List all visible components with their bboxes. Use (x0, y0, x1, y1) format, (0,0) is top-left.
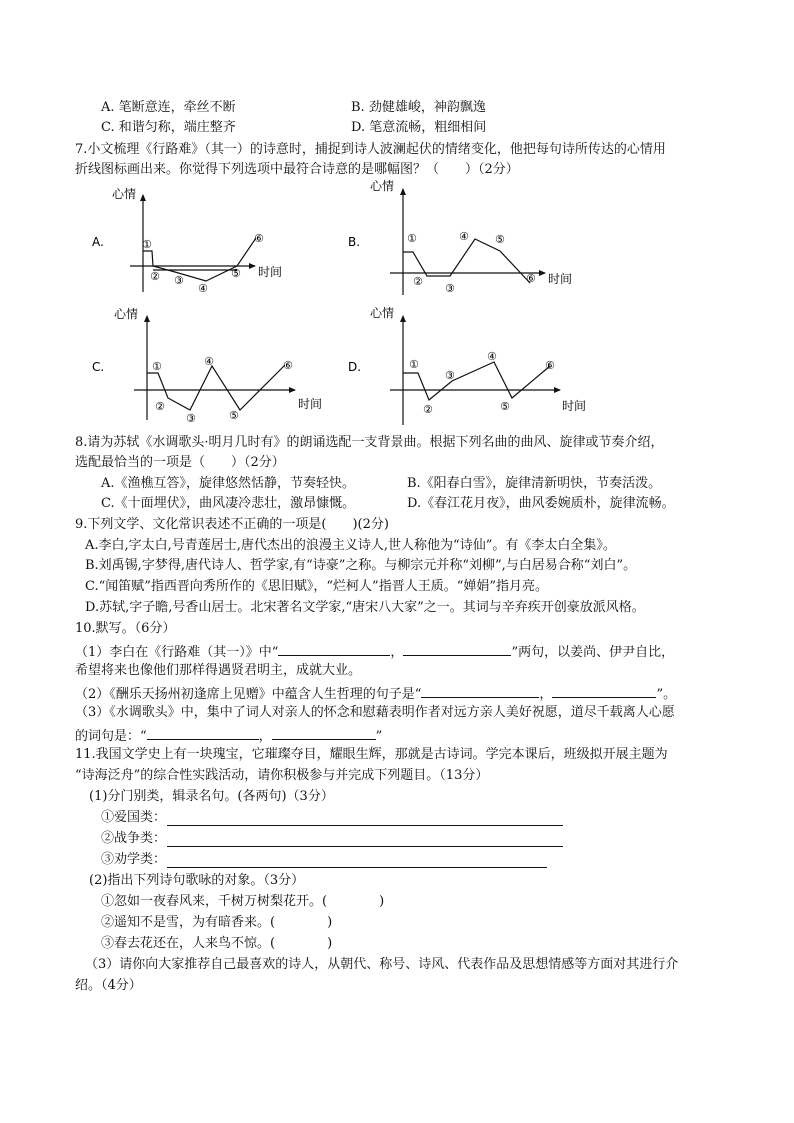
chart-a-marker-6: ⑥ (254, 232, 264, 245)
q8-stem-line2: 选配最恰当的一项是（ ）（2分） (75, 455, 285, 470)
chart-d-marker-1: ① (409, 358, 419, 371)
chart-d-xlabel: 时间 (562, 399, 587, 413)
q11-sub1-study-label: ③劝学类： (101, 852, 167, 867)
q9-option-a: A.李白,字太白,号青莲居士,唐代杰出的浪漫主义诗人,世人称他为“诗仙”。有《李太白全集》。 (85, 538, 616, 553)
chart-d-marker-6: ⑥ (545, 359, 555, 372)
q9-option-d: D.苏轼,字子瞻,号香山居士。北宋著名文学家,“唐宋八大家”之一。其词与辛弃疾开创豪放派风格。 (85, 600, 645, 615)
q11-sub3-line2: 绍。（4分） (75, 978, 142, 993)
q10-part1-blank-1[interactable] (278, 641, 390, 656)
q10-part1-line2: 希望将来也像他们那样得遇贤君明主，成就大业。 (75, 663, 362, 678)
chart-d-marker-5: ⑤ (500, 400, 510, 413)
q11-stem-line1: 11.我国文学史上有一块瑰宝，它璀璨夺目，耀眼生辉，那就是古诗词。学完本课后，班级拟开展主题为 (75, 747, 668, 762)
chart-d-marker-3: ③ (445, 369, 455, 382)
q7-mood-charts (0, 0, 794, 430)
chart-b-option-label: B. (348, 235, 361, 249)
q11-sub2-item3: ③春去花还在，人来鸟不惊。( ) (101, 936, 333, 951)
chart-d-marker-4: ④ (487, 350, 497, 363)
q10-part1-comma: ， (390, 645, 404, 660)
q8-option-a: A.《渔樵互答》，旋律悠然恬静，节奏轻快。 (101, 476, 356, 491)
q10-part2-comma: ， (539, 687, 553, 702)
q11-sub1-war-answer-line[interactable] (167, 846, 563, 847)
chart-d-line (403, 362, 550, 400)
chart-b (348, 178, 572, 295)
chart-b-marker-3: ③ (445, 282, 455, 295)
q10-part3-comma: ， (258, 729, 272, 744)
chart-d (348, 305, 586, 425)
q10-part2-blank-2[interactable] (552, 683, 656, 698)
q11-stem-line2: “诗海泛舟”的综合性实践活动，请你积极参与并完成下列题目。（13分） (75, 768, 489, 783)
q7-stem-line2: 折线图标画出来。你觉得下列选项中最符合诗意的是哪幅图？（ ）（2分） (75, 162, 519, 177)
q6-option-d: D. 笔意流畅，粗细相间 (351, 120, 487, 135)
chart-c-xlabel: 时间 (298, 397, 323, 411)
chart-c-line (147, 365, 285, 410)
chart-d-ylabel: 心情 (370, 306, 395, 320)
q6-option-c: C. 和谐匀称，端庄整齐 (101, 120, 236, 135)
q6-option-a: A. 笔断意连，牵丝不断 (101, 100, 236, 115)
chart-b-xlabel: 时间 (548, 272, 573, 286)
chart-a-marker-5: ⑤ (231, 267, 241, 280)
q8-option-b: B.《阳春白雪》，旋律清新明快，节奏活泼。 (407, 476, 662, 491)
q10-part3-prefix: 的词句是：“ (75, 729, 147, 744)
chart-a-option-label: A. (92, 235, 104, 249)
q10-part1 (75, 641, 674, 662)
q6-option-b: B. 劲健雄峻，神韵飘逸 (351, 100, 486, 115)
chart-c-marker-5: ⑤ (229, 409, 239, 422)
q10-stem: 10.默写。（6分） (75, 621, 176, 636)
chart-c-ylabel: 心情 (114, 307, 139, 321)
chart-a-marker-4: ④ (198, 282, 208, 295)
chart-c-marker-2: ② (155, 400, 165, 413)
q9-option-c: C.“闻笛赋”指西晋向秀所作的《思旧赋》，“烂柯人”指晋人王质。“婵娟”指月亮。 (85, 579, 548, 594)
q10-part2 (75, 683, 676, 704)
chart-a-marker-2: ② (150, 270, 160, 283)
q10-part1-prefix: （1）李白在《行路难（其一）》中“ (75, 645, 279, 660)
q10-part3-suffix: ” (375, 729, 383, 744)
chart-d-option-label: D. (348, 360, 362, 374)
q10-part3 (75, 725, 382, 746)
chart-a-marker-3: ③ (174, 274, 184, 287)
q10-part2-prefix: （2）《酬乐天扬州初逢席上见赠》中蕴含人生哲理的句子是“ (75, 687, 422, 702)
chart-c-marker-4: ④ (204, 355, 214, 368)
q11-sub2-item2: ②遥知不是雪，为有暗香来。( ) (101, 915, 333, 930)
q11-sub2-item1: ①忽如一夜春风来，千树万树梨花开。( ) (101, 894, 385, 909)
q8-option-c: C.《十面埋伏》，曲风凄冷悲壮，激昂慷慨。 (101, 496, 356, 511)
chart-b-marker-6: ⑥ (526, 272, 536, 285)
chart-c-marker-3: ③ (186, 412, 196, 425)
q9-option-b: B.刘禹锡,字梦得,唐代诗人、哲学家,有“诗豪”之称。与柳宗元并称“刘柳”,与白居易合称“刘白”。 (85, 558, 637, 573)
chart-d-marker-2: ② (423, 403, 433, 416)
chart-c-option-label: C. (92, 360, 105, 374)
q9-stem: 9.下列文学、文化常识表述不正确的一项是( )(2分) (75, 517, 389, 532)
q8-stem-line1: 8.请为苏轼《水调歌头·明月几时有》的朗诵选配一支背景曲。根据下列名曲的曲风、旋律或节奏介绍， (75, 435, 664, 450)
q10-part1-suffix: ”两句，以姜尚、伊尹自比， (511, 645, 675, 660)
q10-part3-blank-2[interactable] (272, 725, 376, 740)
chart-b-marker-1: ① (407, 232, 417, 245)
q11-sub2: (2)指出下列诗句歌咏的对象。（3分） (89, 873, 305, 888)
q10-part3-line1: （3）《水调歌头》中，集中了词人对亲人的怀念和慰藉表明作者对远方亲人美好祝愿，道尽千载离人心愿 (75, 705, 675, 720)
chart-b-marker-4: ④ (459, 230, 469, 243)
q11-sub1: (1)分门别类，辑录名句。(各两句)（3分） (89, 789, 334, 804)
q8-option-d: D.《春江花月夜》，曲风委婉质朴，旋律流畅。 (407, 496, 675, 511)
q10-part1-blank-2[interactable] (403, 641, 511, 656)
chart-c (92, 306, 322, 425)
q11-sub1-study-answer-line[interactable] (167, 867, 547, 868)
chart-a-marker-1: ① (142, 238, 152, 251)
q7-stem-line1: 7.小文梳理《行路难》（其一）的诗意时，捕捉到诗人波澜起伏的情绪变化，他把每句诗所传达的心情用 (75, 142, 666, 157)
chart-b-marker-5: ⑤ (495, 233, 505, 246)
q10-part2-suffix: ”。 (656, 687, 677, 702)
q11-sub1-patriotic-label: ①爱国类： (101, 810, 167, 825)
q10-part3-blank-1[interactable] (147, 725, 259, 740)
chart-a (92, 186, 282, 295)
chart-b-ylabel: 心情 (370, 179, 395, 193)
q10-part2-blank-1[interactable] (421, 683, 539, 698)
q11-sub3-line1: （3）请你向大家推荐自己最喜欢的诗人，从朝代、称号、诗风、代表作品及思想情感等方面对其进行介 (85, 957, 679, 972)
chart-a-ylabel: 心情 (112, 187, 137, 201)
chart-c-marker-6: ⑥ (283, 359, 293, 372)
chart-b-marker-2: ② (413, 275, 423, 288)
chart-a-xlabel: 时间 (258, 265, 283, 279)
q11-sub1-war-label: ②战争类： (101, 831, 167, 846)
chart-c-marker-1: ① (152, 360, 162, 373)
q11-sub1-patriotic-answer-line[interactable] (167, 825, 563, 826)
